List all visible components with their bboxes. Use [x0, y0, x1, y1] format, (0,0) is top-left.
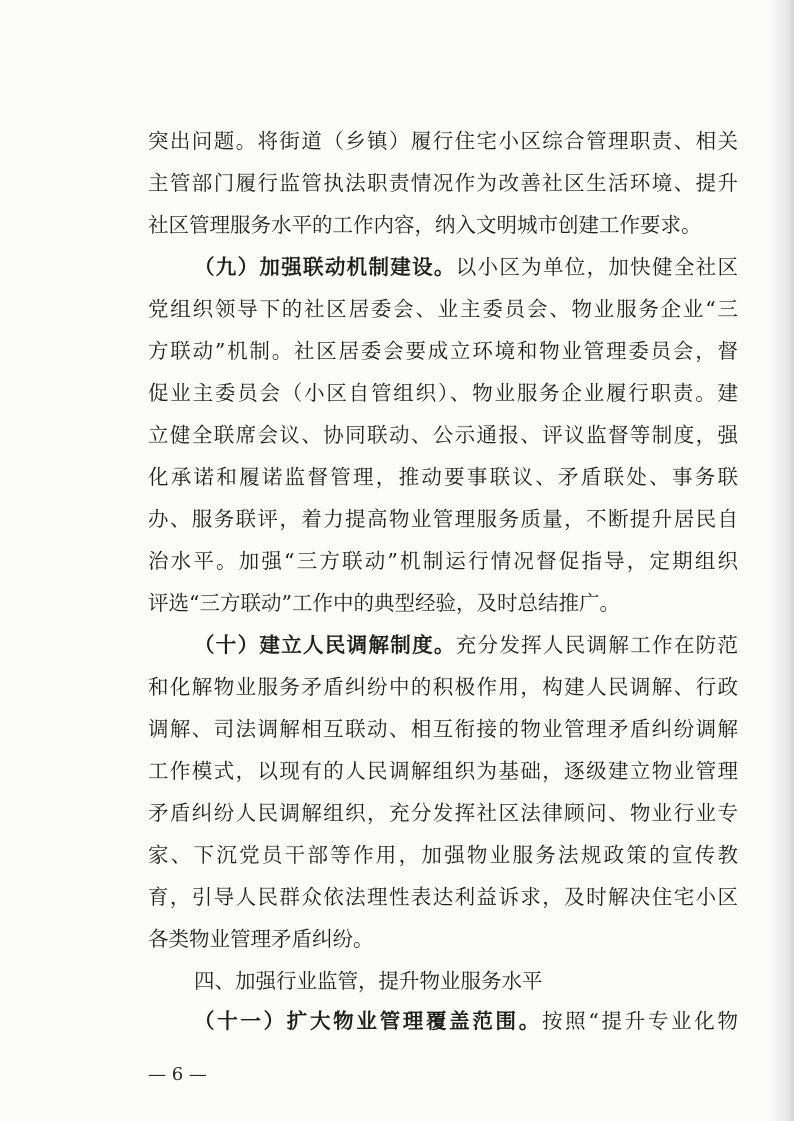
section-eleven-line	[194, 1008, 738, 1034]
text-line: 社区管理服务水平的工作内容，纳入文明城市创建工作要求。	[148, 213, 702, 237]
text-line: 方联动”机制。社区居委会要成立环境和物业管理委员会，督	[148, 339, 738, 363]
text-line: 办、服务联评，着力提高物业管理服务质量，不断提升居民自	[148, 507, 738, 531]
section-ten-line	[194, 632, 738, 658]
section-nine-line	[194, 254, 738, 280]
text-line: 评选“三方联动”工作中的典型经验，及时总结推广。	[148, 591, 620, 615]
section-eleven-heading: （十一）扩大物业管理覆盖范围。	[194, 1009, 542, 1033]
text-line: 育，引导人民群众依法理性表达利益诉求，及时解决住宅小区	[148, 885, 738, 909]
scan-edge-shadow	[768, 0, 794, 1121]
section-ten-text: 充分发挥人民调解工作在防范	[455, 633, 738, 657]
text-line: 调解、司法调解相互联动、相互衔接的物业管理矛盾纠纷调解	[148, 717, 738, 741]
page-number: — 6 —	[148, 1064, 207, 1085]
text-line: 治水平。加强“三方联动”机制运行情况督促指导，定期组织	[148, 549, 738, 573]
text-line: 工作模式，以现有的人民调解组织为基础，逐级建立物业管理	[148, 759, 738, 783]
chapter-four-heading: 四、加强行业监管，提升物业服务水平	[194, 969, 543, 993]
text-line: 家、下沉党员干部等作用，加强物业服务法规政策的宣传教	[148, 843, 738, 867]
section-nine-heading: （九）加强联动机制建设。	[194, 255, 456, 279]
text-line: 主管部门履行监管执法职责情况作为改善社区生活环境、提升	[148, 171, 738, 195]
text-line: 和化解物业服务矛盾纠纷中的积极作用，构建人民调解、行政	[148, 675, 738, 699]
section-ten-heading: （十）建立人民调解制度。	[194, 633, 456, 657]
text-line: 各类物业管理矛盾纠纷。	[148, 927, 374, 951]
text-line: 矛盾纠纷人民调解组织，充分发挥社区法律顾问、物业行业专	[148, 801, 738, 825]
text-line: 立健全联席会议、协同联动、公示通报、评议监督等制度，强	[148, 423, 738, 447]
text-line: 促业主委员会（小区自管组织）、物业服务企业履行职责。建	[148, 381, 738, 405]
section-nine-text: 以小区为单位，加快健全社区	[455, 255, 738, 279]
section-eleven-text: 按照“提升专业化物	[541, 1009, 739, 1033]
text-line: 突出问题。将街道（乡镇）履行住宅小区综合管理职责、相关	[148, 129, 738, 153]
text-line: 化承诺和履诺监督管理，推动要事联议、矛盾联处、事务联	[148, 465, 738, 489]
text-line: 党组织领导下的社区居委会、业主委员会、物业服务企业“三	[148, 297, 738, 321]
